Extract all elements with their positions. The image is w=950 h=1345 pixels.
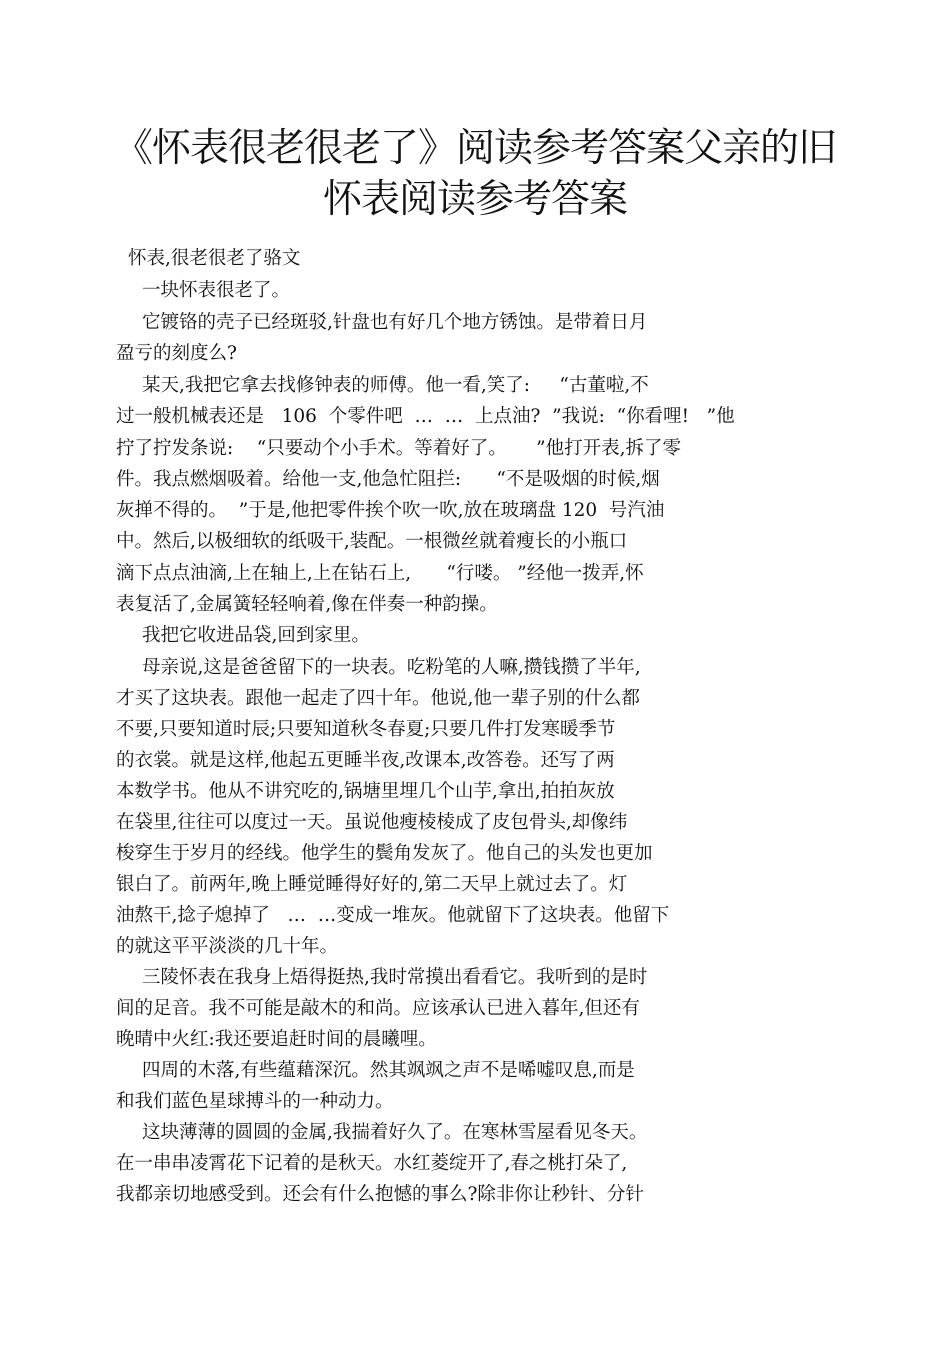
paragraph-line: 油熬干,捻子熄掉了 … …变成一堆灰。他就留下了这块表。他留下 <box>116 905 670 926</box>
paragraph-line: 盈亏的刻度么? <box>116 343 237 364</box>
paragraph-line: 件。我点燃烟吸着。给他一支,他急忙阻拦: “不是吸烟的时候,烟 <box>116 469 660 490</box>
paragraph-line: 它镀铬的壳子已经斑驳,针盘也有好几个地方锈蚀。是带着日月 <box>142 312 648 333</box>
paragraph-line: 四周的木落,有些蕴藉深沉。然其飒飒之声不是唏嘘叹息,而是 <box>142 1060 635 1081</box>
document-title-line-1: 《怀表很老很老了》阅读参考答案父亲的旧 <box>113 126 836 171</box>
paragraph-line: 过一般机械表还是 106 个零件吧 … … 上点油? ”我说: “你看哩! ”他 <box>116 406 735 427</box>
paragraph-line: 才买了这块表。跟他一起走了四十年。他说,他一辈子别的什么都 <box>116 688 640 709</box>
paragraph-line: 我把它收进品袋,回到家里。 <box>142 625 370 646</box>
author-line: 怀表,很老很老了骆文 <box>128 248 301 269</box>
paragraph-line: 表复活了,金属簧轻轻响着,像在伴奏一种韵操。 <box>116 594 498 615</box>
paragraph-line: 梭穿生于岁月的经线。他学生的鬓角发灰了。他自己的头发也更加 <box>116 843 653 864</box>
paragraph-line: 中。然后,以极细软的纸吸干,装配。一根微丝就着瘦长的小瓶口 <box>116 531 628 552</box>
paragraph-line: 这块薄薄的圆圆的金属,我揣着好久了。在寒林雪屋看见冬天。 <box>142 1122 648 1143</box>
paragraph-line: 的衣裳。就是这样,他起五更睡半夜,改课本,改答卷。还写了两 <box>116 750 615 771</box>
paragraph-line: 的就这平平淡淡的几十年。 <box>116 936 339 957</box>
paragraph-line: 不要,只要知道时辰;只要知道秋冬春夏;只要几件打发寒暖季节 <box>116 719 616 740</box>
paragraph-line: 在袋里,往往可以度过一天。虽说他瘦棱棱成了皮包骨头,却像纬 <box>116 812 628 833</box>
paragraph-line: 一块怀表很老了。 <box>142 280 291 301</box>
paragraph-line: 晚晴中火红:我还要追赶时间的晨曦哩。 <box>116 1029 437 1050</box>
paragraph-line: 和我们蓝色星球搏斗的一种动力。 <box>116 1091 394 1112</box>
paragraph-line: 某天,我把它拿去找修钟表的师傅。他一看,笑了: “古董啦,不 <box>142 375 649 396</box>
paragraph-line: 间的足音。我不可能是敲木的和尚。应该承认已进入暮年,但还有 <box>116 998 640 1019</box>
paragraph-line: 银白了。前两年,晚上睡觉睡得好好的,第二天早上就过去了。灯 <box>116 874 628 895</box>
paragraph-line: 灰掸不得的。 ”于是,他把零件挨个吹一吹,放在玻璃盘 120 号汽油 <box>116 500 665 521</box>
paragraph-line: 母亲说,这是爸爸留下的一块表。吃粉笔的人嘛,攒钱攒了半年, <box>142 657 641 678</box>
paragraph-line: 在一串串凌霄花下记着的是秋天。水红菱绽开了,春之桃打朵了, <box>116 1153 628 1174</box>
paragraph-line: 三陵怀表在我身上焐得挺热,我时常摸出看看它。我听到的是时 <box>142 967 648 988</box>
paragraph-line: 滴下点点油滴,上在轴上,上在钻石上, “行喽。 ”经他一拨弄,怀 <box>116 563 644 584</box>
paragraph-line: 我都亲切地感受到。还会有什么抱憾的事么?除非你让秒针、分针 <box>116 1184 644 1205</box>
document-title-line-2: 怀表阅读参考答案 <box>322 177 627 222</box>
paragraph-line: 本数学书。他从不讲究吃的,锅塘里埋几个山芋,拿出,拍拍灰放 <box>116 781 615 802</box>
paragraph-line: 拧了拧发条说: “只要动个小手术。等着好了。 ”他打开表,拆了零 <box>116 438 681 459</box>
